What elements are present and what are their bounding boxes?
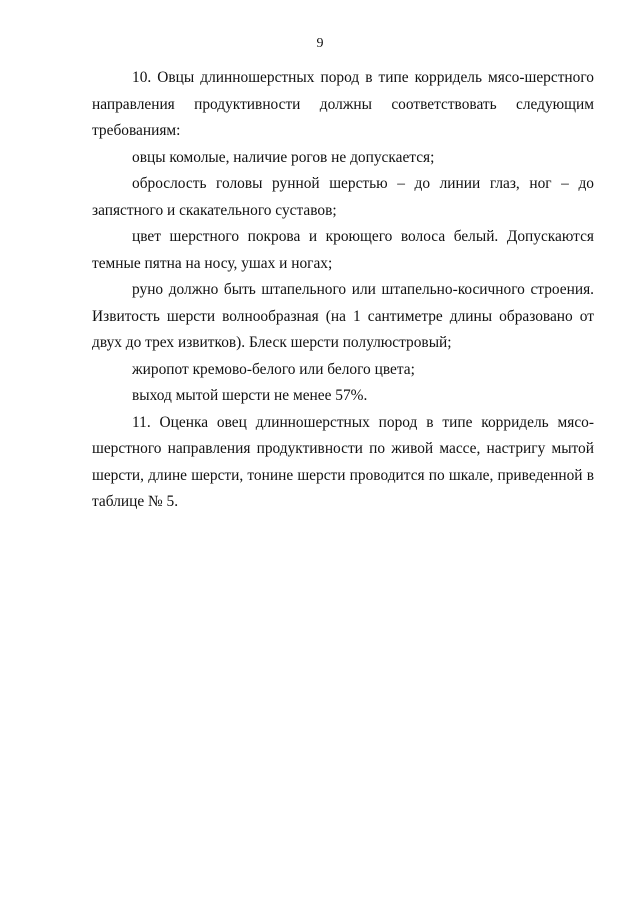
page-number: 9 <box>316 36 324 51</box>
paragraph-coat-color: цвет шерстного покрова и кроющего волоса белый. Допускаются темные пятна на носу, ушах и ногах; <box>92 228 594 272</box>
paragraph-clean-wool-yield: выход мытой шерсти не менее 57%. <box>132 387 368 404</box>
paragraph-no-horns: овцы комолые, наличие рогов не допускается; <box>132 148 435 166</box>
paragraph-fleece-structure: руно должно быть штапельного или штапельно-косичного строения. Извитость шерсти волнообразная (на 1 сантиметре длины образовано от двух до трех извитков). Блеск шерсти полулюстровый; <box>92 281 594 351</box>
paragraph-head-coverage: оброслость головы рунной шерстью – до линии глаз, ног – до запястного и скакательного суставов; <box>92 175 594 219</box>
paragraph-item-11: 11. Оценка овец длинношерстных пород в типе корридель мясо-шерстного направления продуктивности по живой массе, настригу мытой шерсти, длине шерсти, тонине шерсти проводится по шкале, приведенной в таблице № 5. <box>92 413 594 510</box>
paragraph-item-10: 10. Овцы длинношерстных пород в типе корридель мясо-шерстного направления продуктивности должны соответствовать следующим требованиям: <box>92 69 594 139</box>
document-body <box>92 65 594 516</box>
paragraph-yolk-color: жиропот кремово-белого или белого цвета; <box>132 360 415 378</box>
